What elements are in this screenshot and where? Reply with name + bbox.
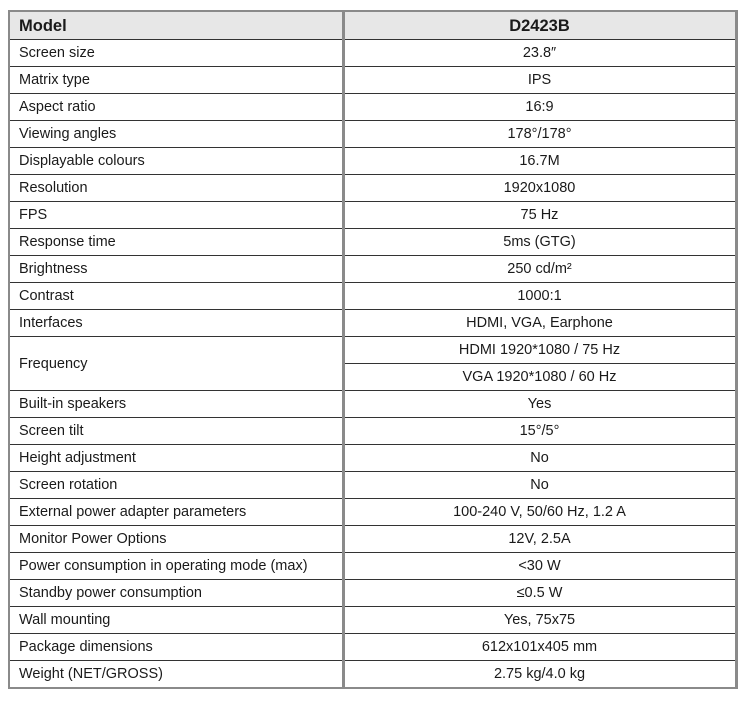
row-value: 100-240 V, 50/60 Hz, 1.2 A xyxy=(343,499,736,526)
table-header-row xyxy=(9,11,736,40)
table-row xyxy=(9,40,736,67)
row-label: Viewing angles xyxy=(9,121,343,148)
row-value: 2.75 kg/4.0 kg xyxy=(343,661,736,689)
row-label: Package dimensions xyxy=(9,634,343,661)
row-label: Standby power consumption xyxy=(9,580,343,607)
table-row xyxy=(9,580,736,607)
row-value: 75 Hz xyxy=(343,202,736,229)
row-value: HDMI, VGA, Earphone xyxy=(343,310,736,337)
table-row xyxy=(9,418,736,445)
row-label: Power consumption in operating mode (max) xyxy=(9,553,343,580)
row-value: 16:9 xyxy=(343,94,736,121)
row-label: Height adjustment xyxy=(9,445,343,472)
row-label: Weight (NET/GROSS) xyxy=(9,661,343,689)
row-label: Interfaces xyxy=(9,310,343,337)
row-label: Monitor Power Options xyxy=(9,526,343,553)
table-row xyxy=(9,202,736,229)
header-label: Model xyxy=(9,11,343,40)
table-row xyxy=(9,283,736,310)
table-row xyxy=(9,499,736,526)
row-value: 178°/178° xyxy=(343,121,736,148)
row-label: Resolution xyxy=(9,175,343,202)
row-label: Frequency xyxy=(9,337,343,391)
table-row xyxy=(9,310,736,337)
spec-table xyxy=(8,10,738,689)
row-value: 16.7M xyxy=(343,148,736,175)
table-row xyxy=(9,67,736,94)
row-label: Brightness xyxy=(9,256,343,283)
table-row xyxy=(9,121,736,148)
table-row xyxy=(9,256,736,283)
row-value: 1000:1 xyxy=(343,283,736,310)
row-value: No xyxy=(343,445,736,472)
row-value: No xyxy=(343,472,736,499)
row-label: Built-in speakers xyxy=(9,391,343,418)
row-value: 5ms (GTG) xyxy=(343,229,736,256)
row-value: 1920x1080 xyxy=(343,175,736,202)
table-row xyxy=(9,148,736,175)
table-row xyxy=(9,526,736,553)
table-row xyxy=(9,607,736,634)
row-value: 250 cd/m² xyxy=(343,256,736,283)
table-row xyxy=(9,391,736,418)
row-value: 12V, 2.5A xyxy=(343,526,736,553)
row-value: ≤0.5 W xyxy=(343,580,736,607)
row-label: Screen tilt xyxy=(9,418,343,445)
row-value: 23.8″ xyxy=(343,40,736,67)
row-label: Matrix type xyxy=(9,67,343,94)
table-row xyxy=(9,175,736,202)
row-label: Screen rotation xyxy=(9,472,343,499)
table-row xyxy=(9,553,736,580)
row-value: 612x101x405 mm xyxy=(343,634,736,661)
row-label: Wall mounting xyxy=(9,607,343,634)
row-label: External power adapter parameters xyxy=(9,499,343,526)
row-label: Screen size xyxy=(9,40,343,67)
row-label: Contrast xyxy=(9,283,343,310)
table-row xyxy=(9,94,736,121)
table-row xyxy=(9,337,736,364)
row-value: VGA 1920*1080 / 60 Hz xyxy=(343,364,736,391)
row-label: Displayable colours xyxy=(9,148,343,175)
table-row xyxy=(9,472,736,499)
table-row xyxy=(9,445,736,472)
table-row xyxy=(9,229,736,256)
row-label: Response time xyxy=(9,229,343,256)
header-model: D2423B xyxy=(343,11,736,40)
row-value: 15°/5° xyxy=(343,418,736,445)
row-label: Aspect ratio xyxy=(9,94,343,121)
row-value: IPS xyxy=(343,67,736,94)
row-label: FPS xyxy=(9,202,343,229)
row-value: <30 W xyxy=(343,553,736,580)
row-value: HDMI 1920*1080 / 75 Hz xyxy=(343,337,736,364)
row-value: Yes xyxy=(343,391,736,418)
table-row xyxy=(9,661,736,689)
row-value: Yes, 75x75 xyxy=(343,607,736,634)
table-row xyxy=(9,634,736,661)
